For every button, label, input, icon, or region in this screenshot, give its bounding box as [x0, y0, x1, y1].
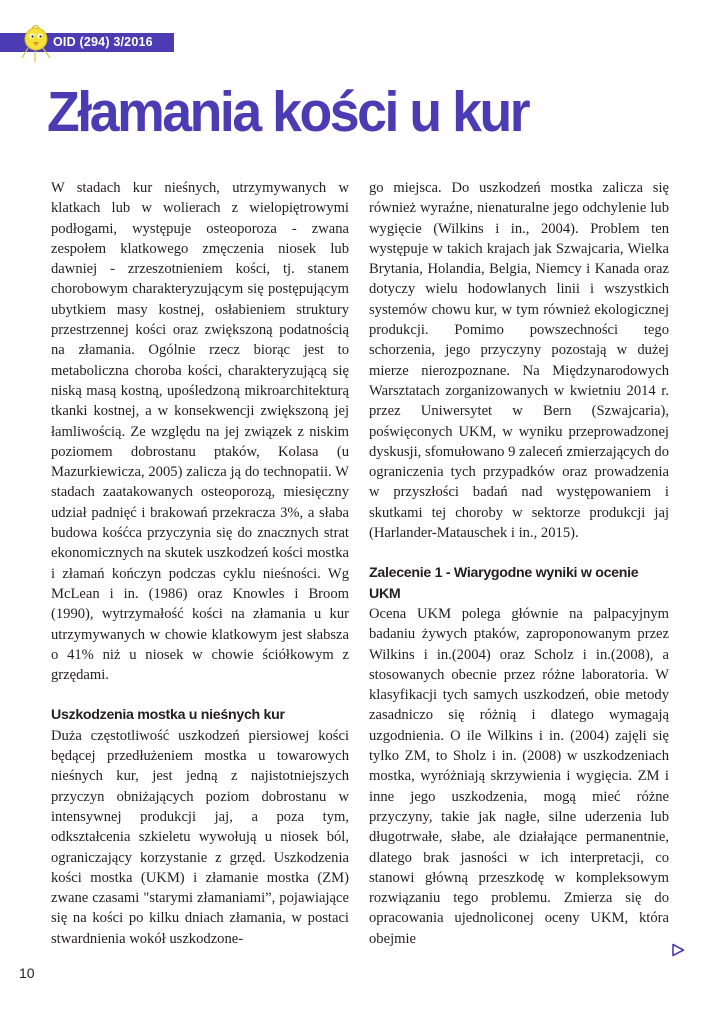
intro-paragraph: W stadach kur nieśnych, utrzymywanych w klatkach lub w wolierach z wielopiętrowymi podłogami, występuje osteoporoza - zwana zespołem klatkowego zmęczenia niosek lub dawniej - zrzeszotnieniem kości, tj. stanem chorobowym charakteryzującym się postępującym ubytkiem masy kostnej, osłabieniem struktury przestrzennej kości oraz zwiększoną podatnością na złamania. Ogólnie rzecz biorąc jest to metaboliczna choroba kości, charakteryzującą się niską masą kostną, upośledzoną mikroarchitekturą tkanki kostnej, a w konsekwencji zwiększoną jej łamliwością. Ze względu na jej związek z niskim poziomem dobrostanu ptaków, Kolasa (u Mazurkiewicza, 2005) zalicza ją do technopatii. W stadach zaatakowanych osteoporozą, miesięczny udział padnięć i brakowań przekracza 3%, a słaba budowa kośćca przyczynia się do znacznych strat ekonomicznych na skutek uszkodzeń kości mostka i złamań kończyn podczas cyklu nieśności. Wg McLean i in. (1986) oraz Knowles i Broom (1990), wytrzymałość kości na złamania u kur utrzymywanych w chowie klatkowym jest słabsza o 41% niż u niosek w chowie ściółkowym z grzędami.	[51, 180, 349, 684]
issue-label: OID (294) 3/2016	[53, 35, 153, 49]
recommendation-paragraph: Ocena UKM polega głównie na palpacyjnym badaniu żywych ptaków, zaproponowanym przez Wilkins i in.(2004) oraz Scholz i in.(2008), a stosowanych obecnie przez różne laboratoria. W klasyfikacji tych samych uszkodzeń, obie metody zasadniczo się różnią i dlatego wymagają uzgodnienia. O ile Wilkins i in. (2004) zajęli się tylko ZM, to Sholz i in. (2008) w uszkodzeniach mostka, wyróżniają skrzywienia i wygięcia. ZM i inne jego uszkodzenia, mogą mieć różne przyczyny, takie jak nagłe, silne uderzenia lub długotrwałe, słabe, ale działające permanentnie, dlatego brak jasności w ich interpretacji, co stanowi główną przeszkodę w kompleksowym rozwiązaniu tego problemu. Zmierza się do opracowania ujednoliconej oceny UKM, która obejmie	[369, 605, 669, 947]
continuation-paragraph: go miejsca. Do uszkodzeń mostka zalicza się również wyraźne, nienaturalne jego odchylenie lub wygięcie (Wilkins i in., 2004). Problem ten występuje w takich krajach jak Szwajcaria, Wielka Brytania, Holandia, Belgia, Niemcy i Kanada oraz dotyczy wielu hodowlanych linii i wszystkich systemów chowu kur, w tym również ekologicznej produkcji. Pomimo powszechności tego schorzenia, jego przyczyny pozostają w dużej mierze nierozpoznane. Na Międzynarodowych Warsztatach zorganizowanych w kwietniu 2014 r. przez Uniwersytet w Bern (Szwajcaria), poświęconych UKM, w wyniku przeprowadzonej dyskusji, sfomułowano 9 zaleceń zmierzających do ograniczenia tych przypadków oraz prowadzenia w przyszłości badań nad występowaniem i skutkami tej choroby w sektorze produkcji jaj (Harlander-Matauschek i in., 2015).	[369, 180, 669, 542]
section-heading-sternum: Uszkodzenia mostka u nieśnych kur	[51, 707, 285, 724]
article-title: Złamania kości u kur	[47, 80, 529, 144]
page-number: 10	[19, 965, 35, 981]
right-column	[369, 178, 669, 949]
section-heading-recommendation-1: Zalecenie 1 - Wiarygodne wyniki w ocenie UKM	[369, 565, 639, 602]
chick-mascot-icon	[16, 20, 56, 64]
triangle-right-icon	[671, 943, 685, 957]
left-column	[51, 178, 349, 949]
sternum-paragraph: Duża częstotliwość uszkodzeń piersiowej kości będącej przedłużeniem mostka u towarowych nieśnych kur, jest jedną z najistotniejszych przyczyn obniżających poziom dobrostanu w intensywnej produkcji jaj, a poza tym, odkształcenia szkieletu wywołują u niosek ból, ograniczający korzystanie z grzęd. Uszkodzenia kości mostka (UKM) i złamanie mostka (ZM) zwane czasami "starymi złamaniami”, pojawiające się na kości po kilku dniach złamania, w postaci stwardnienia wokół uszkodzone-	[51, 727, 349, 947]
